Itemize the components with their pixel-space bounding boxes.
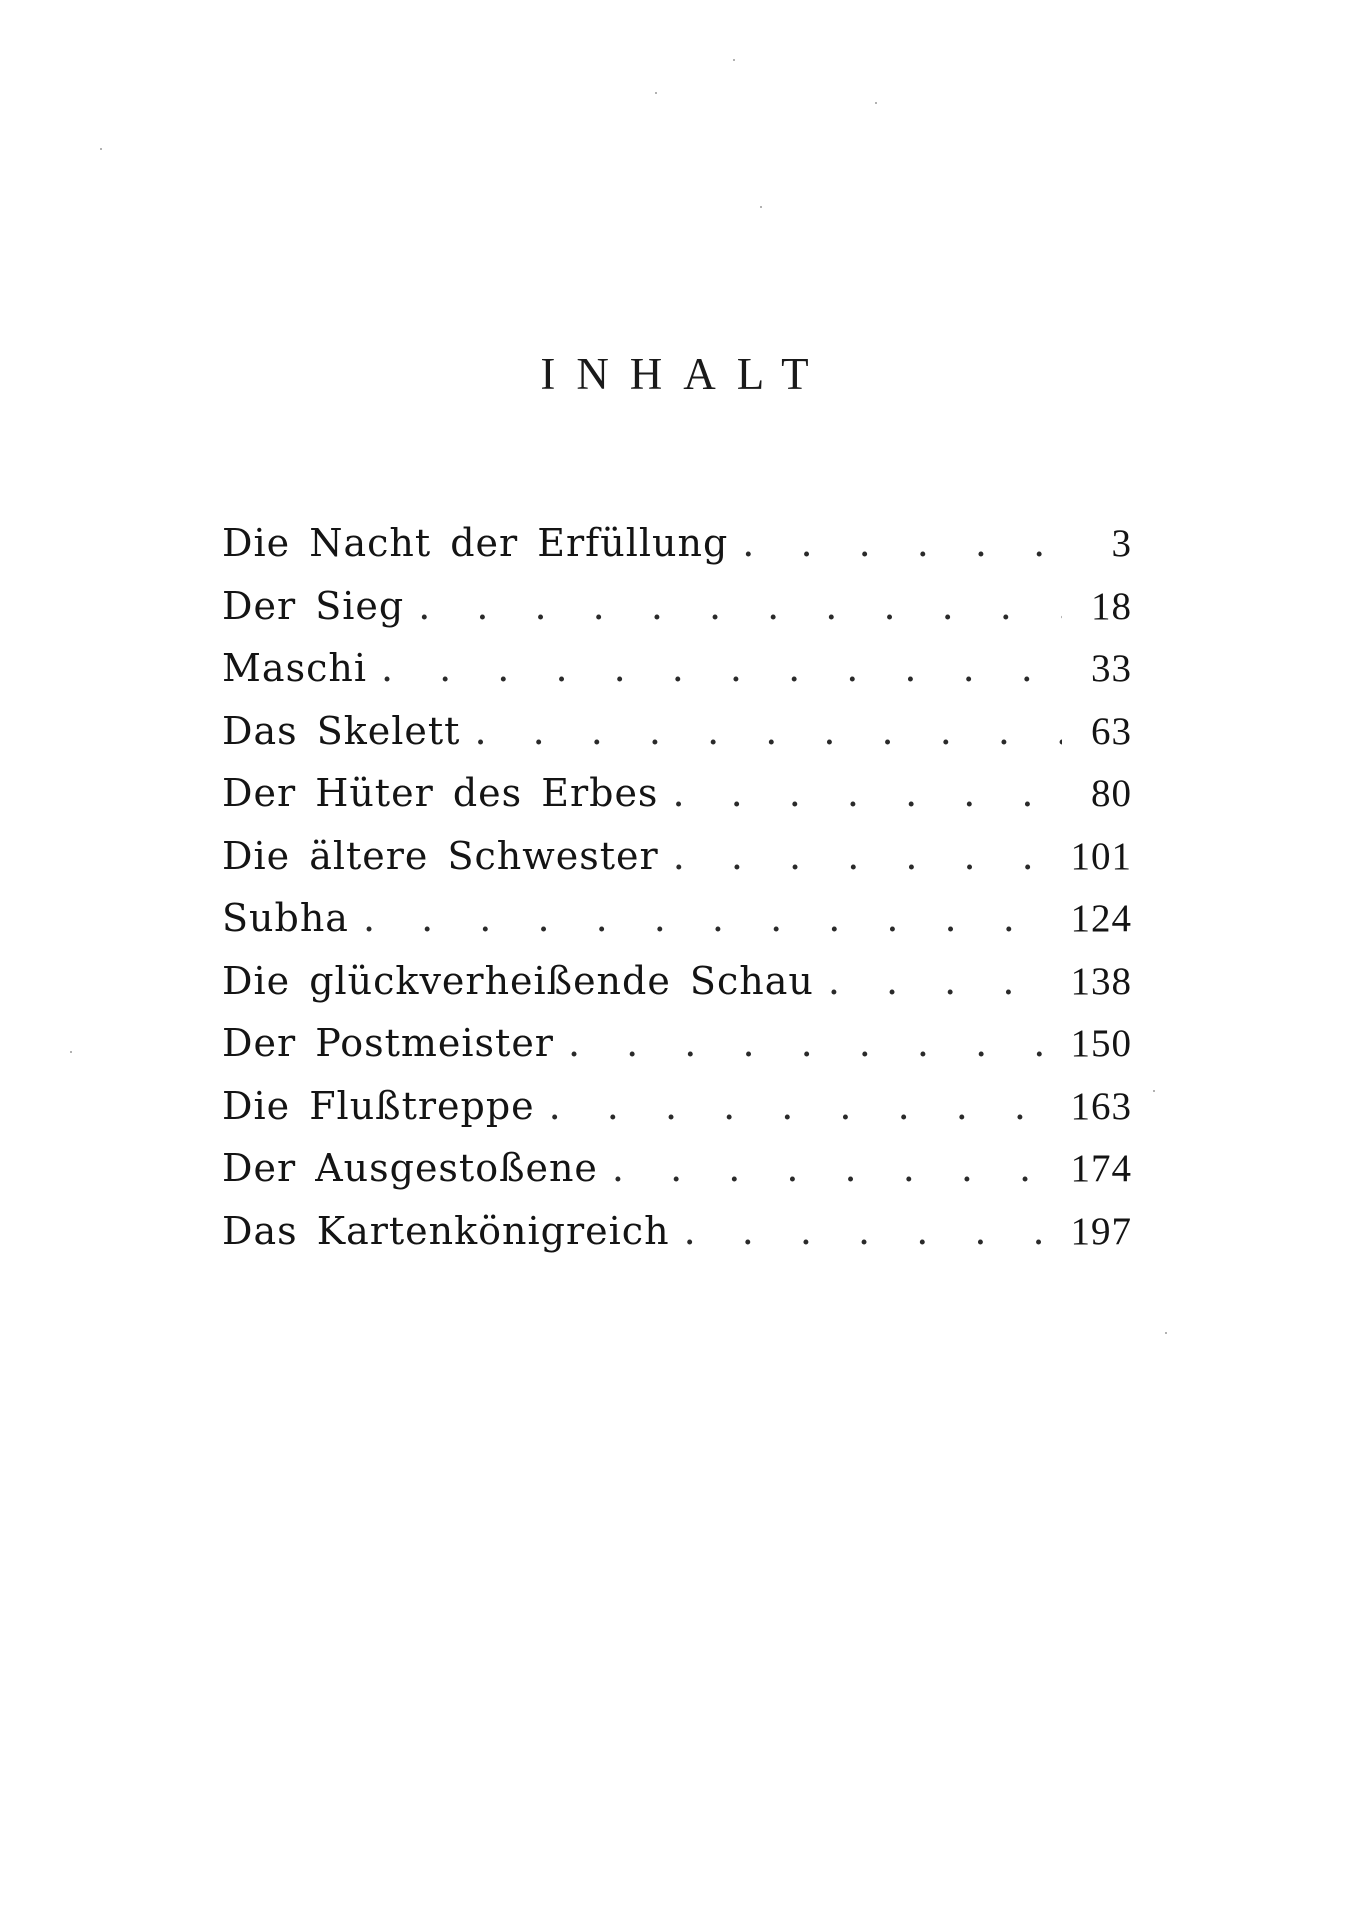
entry-title: Die Flußtreppe [222, 1083, 535, 1128]
entry-page-number: 101 [1070, 834, 1132, 878]
entry-page-number: 63 [1091, 709, 1132, 753]
entry-title: Die Nacht der Erfüllung [222, 521, 729, 565]
entry-title: Die glückverheißende Schau [222, 958, 814, 1003]
table-of-contents [222, 512, 1132, 1262]
entry-title: Das Kartenkönigreich [222, 1208, 670, 1253]
entry-page-number: 124 [1070, 897, 1132, 940]
paper-speck [760, 206, 762, 208]
entry-title: Der Ausgestoßene [222, 1146, 598, 1190]
dot-leader [474, 700, 1062, 763]
entry-page-number: 33 [1091, 647, 1132, 690]
dot-leader [672, 762, 1062, 825]
dot-leader [612, 1137, 1061, 1200]
entry-page-number: 18 [1091, 584, 1132, 628]
dot-leader [381, 637, 1062, 700]
entry-title: Maschi [222, 646, 367, 690]
toc-entry [222, 700, 1132, 763]
toc-entry [222, 637, 1132, 700]
toc-entry [222, 1012, 1132, 1075]
paper-speck [1165, 1332, 1167, 1334]
dot-leader [828, 950, 1061, 1013]
dot-leader [418, 575, 1062, 638]
toc-entry [222, 1137, 1132, 1200]
entry-title: Der Postmeister [222, 1021, 554, 1065]
entry-page-number: 174 [1070, 1147, 1132, 1190]
toc-entry [222, 575, 1132, 638]
paper-speck [100, 148, 102, 150]
paper-speck [655, 92, 657, 94]
toc-entry [222, 950, 1132, 1013]
toc-entry [222, 887, 1132, 950]
dot-leader [549, 1075, 1061, 1138]
toc-entry [222, 762, 1132, 825]
paper-speck [875, 102, 877, 104]
entry-title: Der Sieg [222, 583, 405, 628]
dot-leader [742, 512, 1062, 575]
toc-entry [222, 825, 1132, 888]
entry-title: Die ältere Schwester [222, 833, 659, 878]
page-title: INHALT [540, 349, 830, 399]
toc-entry [222, 1075, 1132, 1138]
entry-page-number: 3 [1111, 522, 1132, 565]
dot-leader [568, 1012, 1061, 1075]
entry-page-number: 163 [1070, 1084, 1132, 1128]
toc-entry [222, 512, 1132, 575]
paper-speck [1153, 1090, 1155, 1092]
entry-page-number: 150 [1070, 1022, 1132, 1065]
entry-title: Das Skelett [222, 708, 461, 753]
dot-leader [684, 1200, 1061, 1263]
paper-speck [70, 1051, 72, 1053]
toc-entry [222, 1200, 1132, 1263]
dot-leader [673, 825, 1061, 888]
entry-page-number: 138 [1070, 959, 1132, 1003]
paper-speck [733, 59, 735, 61]
dot-leader [363, 887, 1061, 950]
entry-title: Der Hüter des Erbes [222, 771, 659, 815]
entry-title: Subha [222, 896, 349, 940]
entry-page-number: 80 [1091, 772, 1132, 815]
entry-page-number: 197 [1070, 1209, 1132, 1253]
